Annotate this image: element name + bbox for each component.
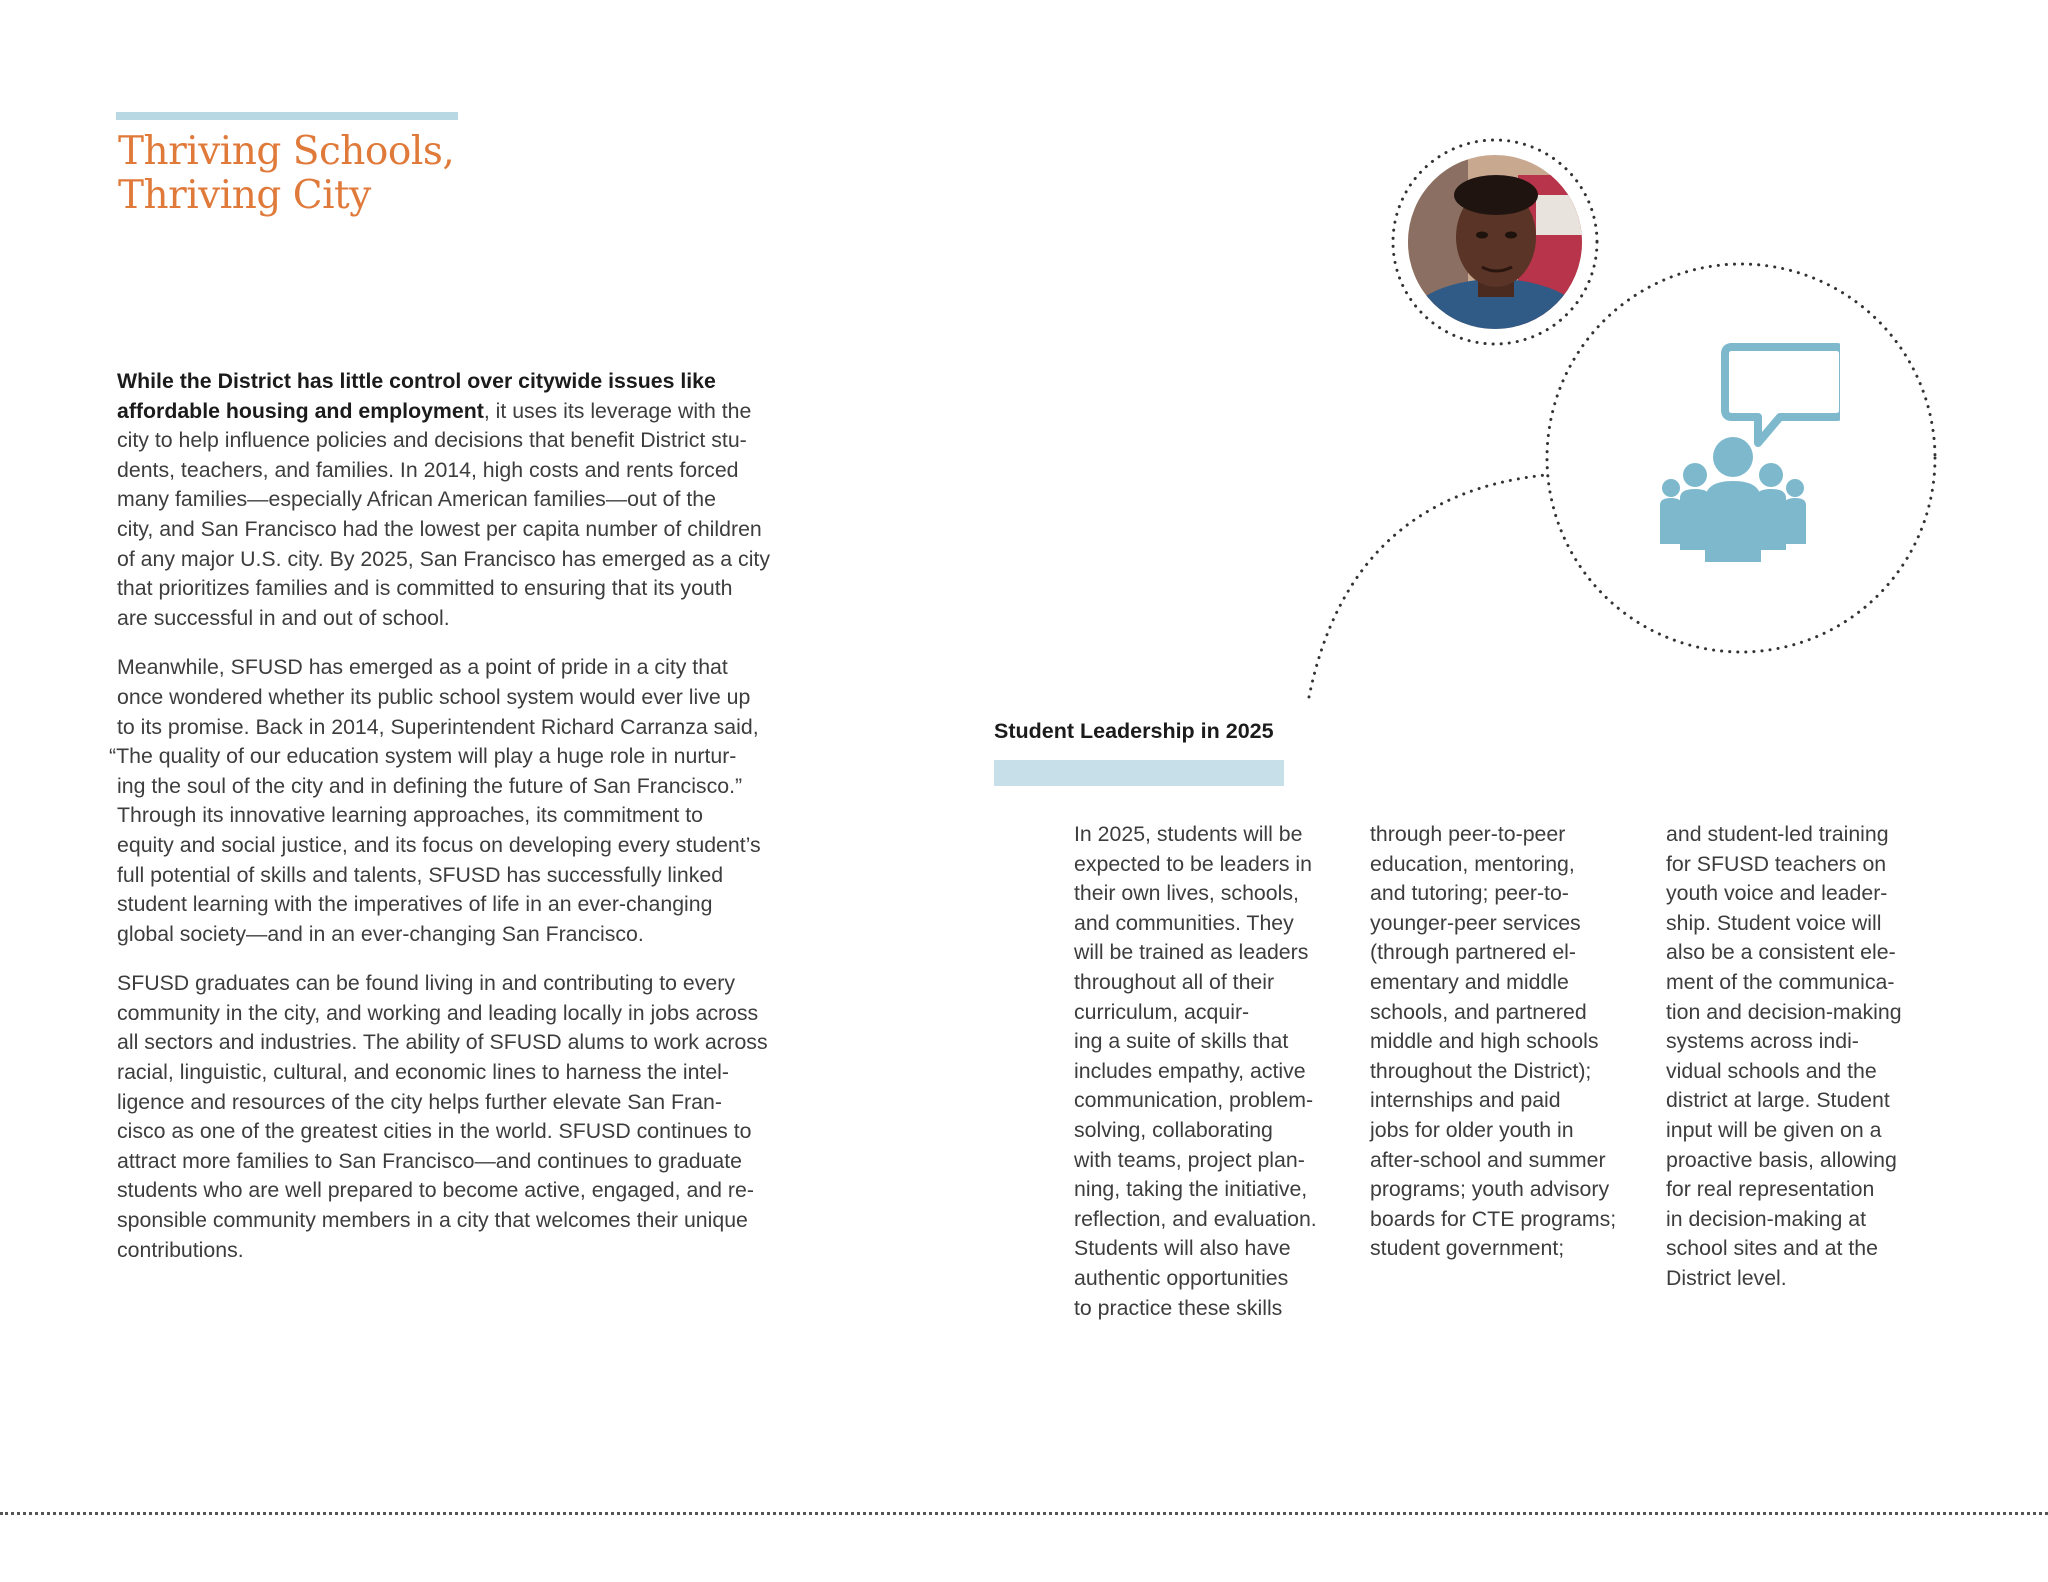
- bottom-dotted-divider: [0, 1512, 2048, 1515]
- text-line: ing the soul of the city and in defining the future of San Francisco.”: [117, 773, 743, 798]
- text-line: that prioritizes families and is committed to ensuring that its youth: [117, 576, 733, 601]
- text-line: community in the city, and working and leading locally in jobs across: [117, 1000, 759, 1025]
- text-line: global society—and in an ever-changing San Francisco.: [117, 921, 644, 946]
- text-line: In 2025, students will be: [1074, 822, 1303, 846]
- text-line: reflection, and evaluation.: [1074, 1206, 1317, 1231]
- text-line: racial, linguistic, cultural, and economic lines to harness the intel-: [117, 1060, 729, 1085]
- text-line: systems across indi-: [1666, 1029, 1859, 1054]
- text-line: and student-led training: [1666, 822, 1889, 846]
- text-line: curriculum, acquir-: [1074, 999, 1250, 1024]
- page-title-line-1: Thriving Schools,: [118, 129, 455, 174]
- text-line: ship. Student voice will: [1666, 910, 1882, 935]
- text-line: authentic opportunities: [1074, 1265, 1289, 1290]
- text-line: are successful in and out of school.: [117, 605, 450, 630]
- text-line: through peer-to-peer: [1370, 822, 1566, 846]
- text-line: jobs for older youth in: [1370, 1117, 1574, 1142]
- text-line: communication, problem-: [1074, 1088, 1314, 1113]
- lead-bold-line-1: While the District has little control over citywide issues like: [117, 369, 716, 393]
- student-group-speech-bubble-icon: [1650, 340, 1840, 570]
- text-line: throughout the District);: [1370, 1058, 1592, 1083]
- text-line: and communities. They: [1074, 910, 1294, 935]
- text-line: of any major U.S. city. By 2025, San Francisco has emerged as a city: [117, 546, 770, 571]
- text-line: equity and social justice, and its focus on developing every student’s: [117, 832, 761, 857]
- text-line: ing a suite of skills that: [1074, 1029, 1289, 1054]
- text-line: school sites and at the: [1666, 1236, 1878, 1261]
- text-line: includes empathy, active: [1074, 1058, 1306, 1083]
- text-line: and tutoring; peer-to-: [1370, 881, 1569, 906]
- text-line: city, and San Francisco had the lowest per capita number of children: [117, 516, 762, 541]
- text-line: ment of the communica-: [1666, 969, 1895, 994]
- text-line: full potential of skills and talents, SFUSD has successfully linked: [117, 862, 724, 887]
- text-line: will be trained as leaders: [1074, 940, 1309, 965]
- text-line: input will be given on a: [1666, 1117, 1882, 1142]
- text-line: cisco as one of the greatest cities in the world. SFUSD continues to: [117, 1119, 752, 1144]
- lead-bold-line-2: affordable housing and employment: [117, 398, 484, 423]
- text-line: after-school and summer: [1370, 1147, 1606, 1172]
- section-heading: Student Leadership in 2025: [994, 719, 1274, 743]
- text-line: ementary and middle: [1370, 969, 1569, 994]
- text-line: internships and paid: [1370, 1088, 1561, 1113]
- text-line: city to help influence policies and decisions that benefit District stu-: [117, 428, 747, 453]
- text-line: throughout all of their: [1074, 969, 1275, 994]
- text-line: student government;: [1370, 1236, 1565, 1261]
- text-line: youth voice and leader-: [1666, 881, 1888, 906]
- text-line: many families—especially African American families—out of the: [117, 487, 716, 512]
- text-line: ligence and resources of the city helps further elevate San Fran-: [117, 1089, 722, 1114]
- text-line: sponsible community members in a city that welcomes their unique: [117, 1208, 748, 1233]
- text-line: Through its innovative learning approaches, its commitment to: [117, 803, 703, 828]
- text-line: younger-peer services: [1370, 910, 1581, 935]
- text-line: “The quality of our education system will play a huge role in nurtur-: [109, 744, 737, 769]
- leadership-column-3: [1666, 820, 1936, 1294]
- text-line: students who are well prepared to become active, engaged, and re-: [117, 1178, 754, 1203]
- text-line: district at large. Student: [1666, 1088, 1890, 1113]
- text-line: dents, teachers, and families. In 2014, high costs and rents forced: [117, 457, 739, 482]
- student-portrait: [1408, 155, 1582, 329]
- text-line: their own lives, schools,: [1074, 881, 1299, 906]
- text-line: (through partnered el-: [1370, 940, 1576, 965]
- text-line: attract more families to San Francisco—and continues to graduate: [117, 1148, 743, 1173]
- text-line: ning, taking the initiative,: [1074, 1177, 1308, 1202]
- section-accent-bar: [994, 760, 1284, 786]
- lead-line-2-rest: , it uses its leverage with the: [483, 398, 752, 423]
- text-line: with teams, project plan-: [1074, 1147, 1305, 1172]
- text-line: proactive basis, allowing: [1666, 1147, 1897, 1172]
- page-title-line-2: Thriving City: [118, 173, 371, 218]
- text-line: programs; youth advisory: [1370, 1177, 1610, 1202]
- text-line: middle and high schools: [1370, 1029, 1599, 1054]
- text-line: education, mentoring,: [1370, 851, 1575, 876]
- text-line: solving, collaborating: [1074, 1117, 1273, 1142]
- text-line: to practice these skills: [1074, 1295, 1283, 1320]
- text-line: in decision-making at: [1666, 1206, 1867, 1231]
- text-line: Students will also have: [1074, 1236, 1291, 1261]
- text-line: vidual schools and the: [1666, 1058, 1877, 1083]
- text-line: Meanwhile, SFUSD has emerged as a point of pride in a city that: [117, 655, 728, 680]
- text-line: to its promise. Back in 2014, Superintendent Richard Carranza said,: [117, 714, 759, 739]
- text-line: District level.: [1666, 1265, 1787, 1290]
- text-line: contributions.: [117, 1237, 244, 1262]
- text-line: also be a consistent ele-: [1666, 940, 1896, 965]
- text-line: student learning with the imperatives of life in an ever-changing: [117, 892, 713, 917]
- text-line: all sectors and industries. The ability of SFUSD alums to work across: [117, 1030, 768, 1055]
- text-line: expected to be leaders in: [1074, 851, 1312, 876]
- connector-arc: [1309, 475, 1546, 697]
- leadership-column-1: [1074, 820, 1344, 1323]
- text-line: schools, and partnered: [1370, 999, 1587, 1024]
- text-line: SFUSD graduates can be found living in and contributing to every: [117, 971, 735, 996]
- text-line: for real representation: [1666, 1177, 1875, 1202]
- text-line: boards for CTE programs;: [1370, 1206, 1617, 1231]
- text-line: for SFUSD teachers on: [1666, 851, 1887, 876]
- leadership-column-2: [1370, 820, 1640, 1264]
- text-line: tion and decision-making: [1666, 999, 1902, 1024]
- text-line: once wondered whether its public school system would ever live up: [117, 684, 751, 709]
